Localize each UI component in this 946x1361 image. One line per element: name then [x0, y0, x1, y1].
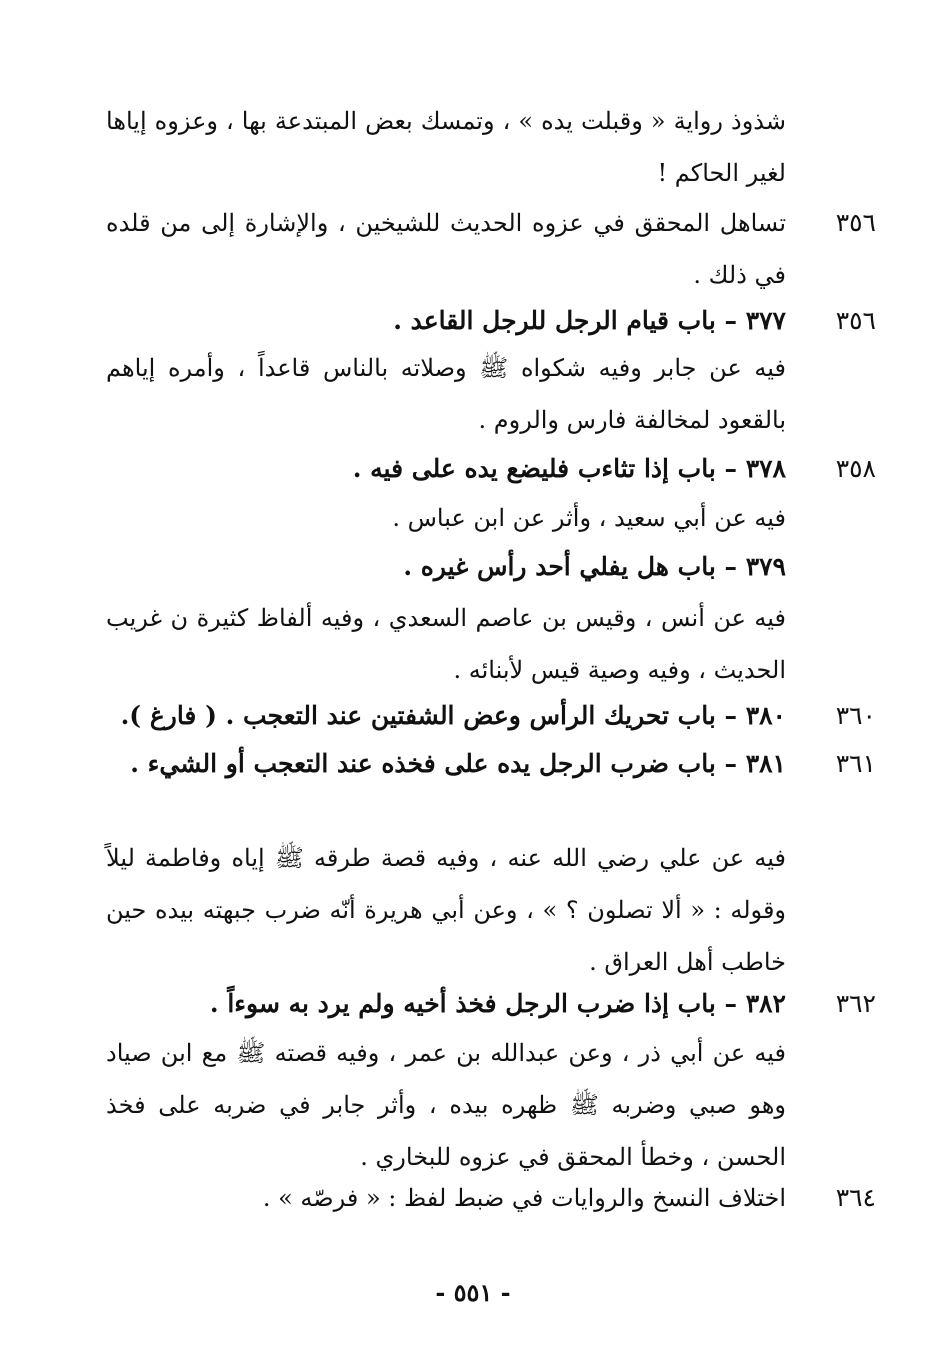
page-reference: ٣٦١	[835, 749, 876, 778]
chapter-heading: ٣٧٨ – باب إذا تثاءب فليضع يده على فيه .	[352, 454, 786, 483]
chapter-heading: ٣٧٩ – باب هل يفلي أحد رأس غيره .	[403, 552, 786, 581]
page-reference: ٣٥٦	[835, 306, 876, 335]
chapter-heading: ٣٨٢ – باب إذا ضرب الرجل فخذ أخيه ولم يرد به سوءاً .	[209, 989, 786, 1018]
entry-text: تساهل المحقق في عزوه الحديث للشيخين ، والإشارة إلى من قلده في ذلك .	[106, 209, 786, 289]
entry-text: شذوذ رواية « وقبلت يده » ، وتمسك بعض المبتدعة بها ، وعزوه إياها لغير الحاكم !	[106, 107, 786, 187]
entry-text: فيه عن أنس ، وقيس بن عاصم السعدي ، وفيه ألفاظ كثيرة ن غريب الحديث ، وفيه وصية قيس لأبنائه .	[106, 604, 786, 684]
chapter-heading: ٣٨٠ – باب تحريك الرأس وعض الشفتين عند التعجب . ( فارغ ).	[120, 701, 786, 730]
entry-text: فيه عن جابر وفيه شكواه ﷺ وصلاته بالناس قاعداً ، وأمره إياهم بالقعود لمخالفة فارس والروم .	[106, 354, 786, 434]
page-reference: ٣٦٢	[835, 989, 876, 1018]
entry-text: فيه عن أبي ذر ، وعن عبدالله بن عمر ، وفيه قصته ﷺ مع ابن صياد وهو صبي وضربه ﷺ ظهره بيده ، وأثر جابر في ضربه على فخذ الحسن ، وخطأ المحقق في عزوه للبخاري .	[106, 1039, 786, 1171]
entry-text: اختلاف النسخ والروايات في ضبط لفظ : « فرصّه » .	[262, 1184, 786, 1212]
page-reference: ٣٦٠	[835, 701, 876, 730]
chapter-heading: ٣٧٧ – باب قيام الرجل للرجل القاعد .	[393, 306, 786, 335]
page-reference: ٣٦٤	[835, 1183, 876, 1212]
entry-text: فيه عن أبي سعيد ، وأثر عن ابن عباس .	[392, 504, 786, 532]
chapter-heading: ٣٨١ – باب ضرب الرجل يده على فخذه عند التعجب أو الشيء .	[130, 749, 786, 778]
page-number: - ٥٥١ -	[435, 1278, 511, 1307]
entry-text: فيه عن علي رضي الله عنه ، وفيه قصة طرقه ﷺ إياه وفاطمة ليلاً وقوله : « ألا تصلون ؟ » ، وعن أبي هريرة أنّه ضرب جبهته بيده حين خاطب أهل العراق .	[106, 844, 786, 976]
page-reference: ٣٥٦	[835, 208, 876, 237]
page-reference: ٣٥٨	[835, 454, 876, 483]
